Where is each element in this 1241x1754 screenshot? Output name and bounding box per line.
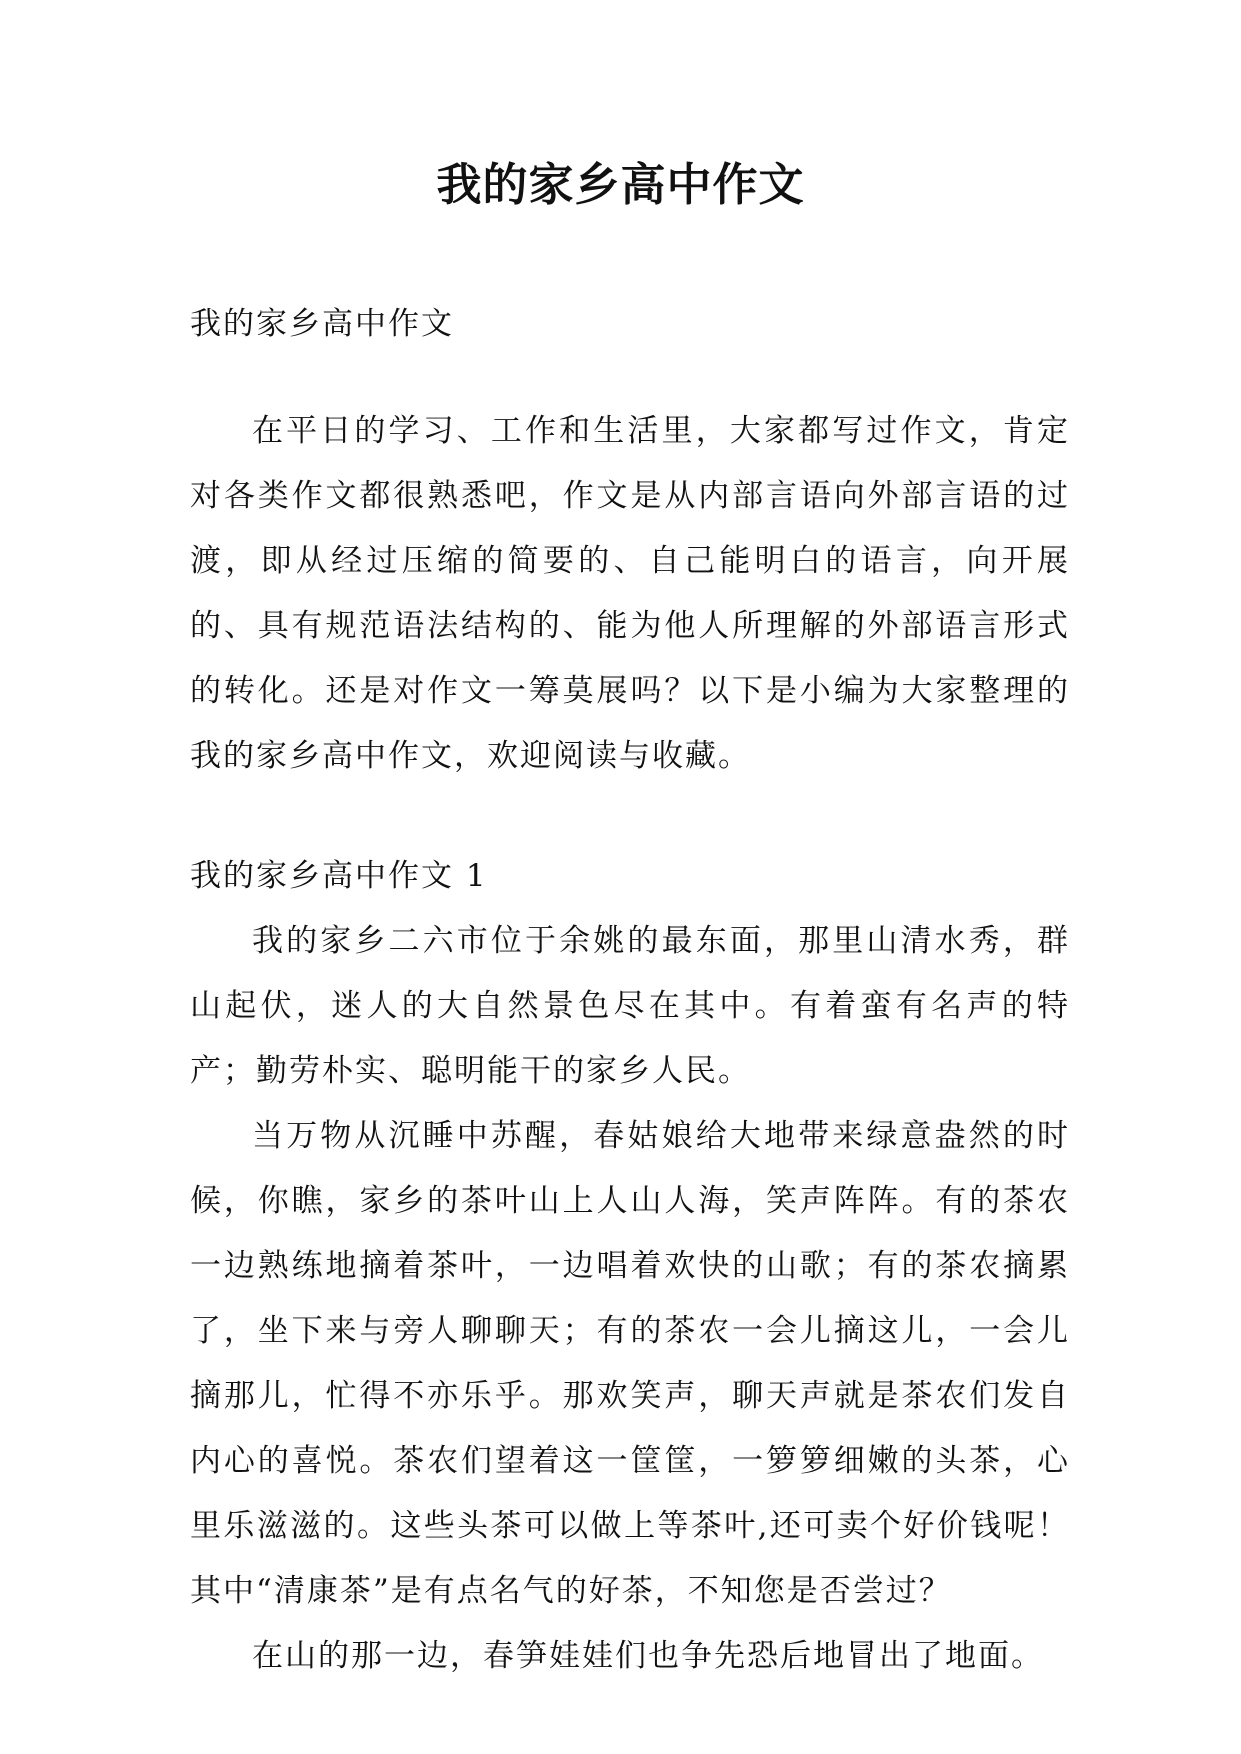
document-title: 我的家乡高中作文	[436, 158, 805, 211]
section-heading: 我的家乡高中作文 1	[190, 858, 488, 894]
body-paragraph: 当万物从沉睡中苏醒，春姑娘给大地带来绿意盎然的时候，你瞧，家乡的茶叶山上人山人海，笑声阵阵。有的茶农一边熟练地摘着茶叶，一边唱着欢快的山歌；有的茶农摘累了，坐下来与旁人聊聊天；有的茶农一会儿摘这儿，一会儿摘那儿，忙得不亦乐乎。那欢笑声，聊天声就是茶农们发自内心的喜悦。茶农们望着这一筐筐，一箩箩细嫩的头茶，心里乐滋滋的。这些头茶可以做上等茶叶,还可卖个好价钱呢！其中“清康茶”是有点名气的好茶，不知您是否尝过？	[190, 1118, 1070, 1609]
intro-paragraph: 在平日的学习、工作和生活里，大家都写过作文，肯定对各类作文都很熟悉吧，作文是从内部言语向外部言语的过渡，即从经过压缩的简要的、自己能明白的语言，向开展的、具有规范语法结构的、能为他人所理解的外部语言形式的转化。还是对作文一筹莫展吗？以下是小编为大家整理的我的家乡高中作文，欢迎阅读与收藏。	[190, 413, 1070, 774]
document-subtitle: 我的家乡高中作文	[190, 306, 454, 342]
body-paragraph: 我的家乡二六市位于余姚的最东面，那里山清水秀，群山起伏，迷人的大自然景色尽在其中。有着蛮有名声的特产；勤劳朴实、聪明能干的家乡人民。	[190, 923, 1070, 1089]
body-paragraph: 在山的那一边，春笋娃娃们也争先恐后地冒出了地面。	[252, 1638, 1044, 1674]
document-body	[190, 292, 1070, 1689]
